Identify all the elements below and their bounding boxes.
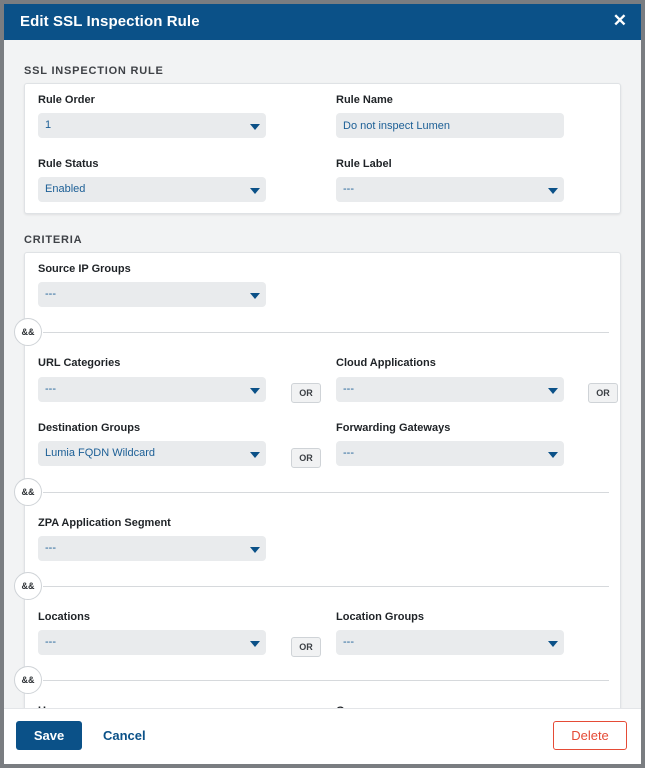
forwarding-gateways-dropdown[interactable] [336,441,564,466]
criteria-divider [43,586,609,587]
rule-name-label: Rule Name [336,94,393,106]
rule-order-value: 1 [45,119,52,131]
chevron-down-icon [548,641,558,647]
zpa-application-segment-value: --- [45,542,56,554]
rule-order-dropdown[interactable] [38,113,266,138]
location-groups-label: Location Groups [336,611,424,623]
rule-label-label: Rule Label [336,158,392,170]
zpa-application-segment-dropdown[interactable] [38,536,266,561]
destination-groups-label: Destination Groups [38,422,141,434]
cancel-button[interactable]: Cancel [103,728,146,743]
url-categories-label: URL Categories [38,357,121,369]
cloud-applications-label: Cloud Applications [336,357,436,369]
chevron-down-icon [250,547,260,553]
or-toggle-button[interactable]: OR [291,637,321,657]
forwarding-gateways-label: Forwarding Gateways [336,422,451,434]
and-operator: && [14,478,42,506]
ssl-rule-card [24,83,621,214]
modal-body[interactable] [4,40,641,708]
or-toggle-button[interactable]: OR [291,448,321,468]
locations-value: --- [45,636,56,648]
criteria-divider [43,332,609,333]
zpa-application-segment-label: ZPA Application Segment [38,517,171,529]
chevron-down-icon [250,388,260,394]
source-ip-groups-label: Source IP Groups [38,263,131,275]
rule-status-label: Rule Status [38,158,99,170]
chevron-down-icon [250,641,260,647]
save-button[interactable]: Save [16,721,82,750]
destination-groups-value: Lumia FQDN Wildcard [45,447,156,459]
forwarding-gateways-value: --- [343,447,354,459]
and-operator: && [14,572,42,600]
cloud-applications-value: --- [343,383,354,395]
delete-button[interactable]: Delete [553,721,627,750]
modal-header [4,4,641,40]
source-ip-groups-dropdown[interactable] [38,282,266,307]
rule-name-input[interactable] [336,113,564,138]
cloud-applications-dropdown[interactable] [336,377,564,402]
chevron-down-icon [250,452,260,458]
url-categories-value: --- [45,383,56,395]
location-groups-dropdown[interactable] [336,630,564,655]
location-groups-value: --- [343,636,354,648]
rule-status-dropdown[interactable] [38,177,266,202]
or-toggle-button[interactable]: OR [291,383,321,403]
rule-label-value: --- [343,183,354,195]
rule-status-value: Enabled [45,183,86,195]
locations-label: Locations [38,611,90,623]
chevron-down-icon [548,188,558,194]
close-icon[interactable]: ✕ [612,11,627,30]
chevron-down-icon [548,452,558,458]
or-toggle-button[interactable]: OR [588,383,618,403]
criteria-card [21,252,621,732]
modal-footer [4,708,641,764]
ssl-section-title: SSL INSPECTION RULE [24,65,164,77]
chevron-down-icon [548,388,558,394]
and-operator: && [14,318,42,346]
locations-dropdown[interactable] [38,630,266,655]
rule-order-label: Rule Order [38,94,95,106]
criteria-section-title: CRITERIA [24,234,83,246]
criteria-divider [43,680,609,681]
chevron-down-icon [250,188,260,194]
and-operator: && [14,666,42,694]
chevron-down-icon [250,293,260,299]
destination-groups-dropdown[interactable] [38,441,266,466]
url-categories-dropdown[interactable] [38,377,266,402]
edit-ssl-inspection-rule-modal [4,4,641,764]
chevron-down-icon [250,124,260,130]
rule-label-dropdown[interactable] [336,177,564,202]
criteria-divider [43,492,609,493]
source-ip-groups-value: --- [45,288,56,300]
modal-title: Edit SSL Inspection Rule [20,13,200,30]
